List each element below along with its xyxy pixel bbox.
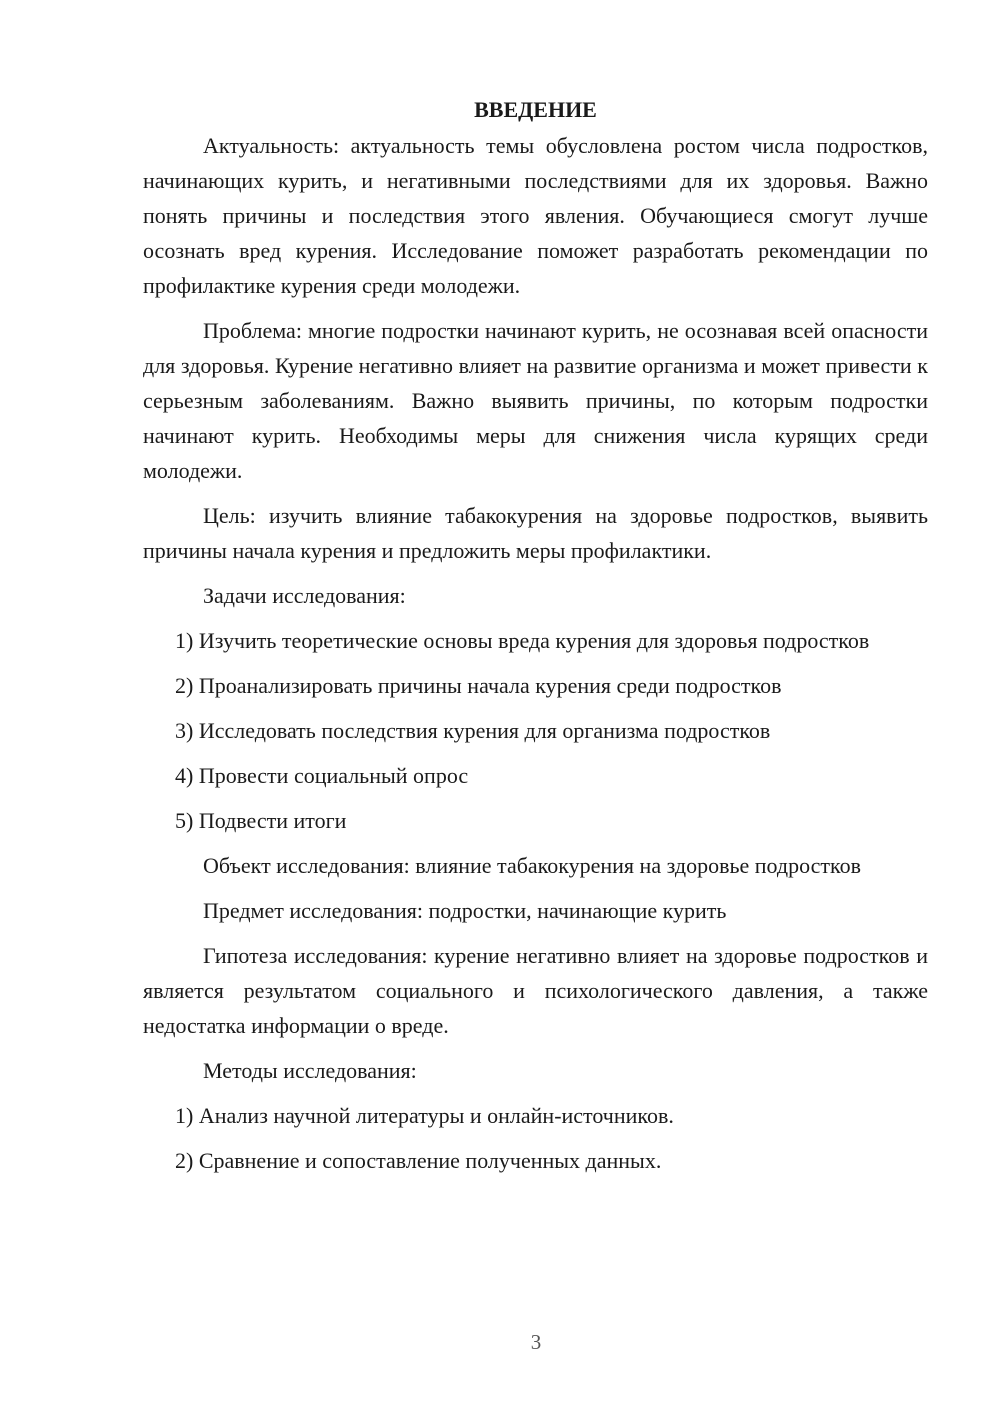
paragraph-object: Объект исследования: влияние табакокурения на здоровье подростков: [203, 853, 861, 878]
task-item-4: 4) Провести социальный опрос: [175, 763, 469, 788]
paragraph-problem: Проблема: многие подростки начинают курить, не осознавая всей опасности для здоровья. Курение негативно влияет на развитие организма и может привести к серьезным заболеваниям. Важно выявить причины, по которым подростки начинают курить. Необходимы меры для снижения числа курящих среди молодежи.: [143, 318, 928, 483]
paragraph-tasks-heading: Задачи исследования:: [203, 583, 406, 608]
document-page: [143, 92, 928, 1188]
task-item-5: 5) Подвести итоги: [175, 808, 347, 833]
task-item-3: 3) Исследовать последствия курения для организма подростков: [175, 718, 771, 743]
page-number: 3: [530, 1330, 542, 1354]
task-item-2: 2) Проанализировать причины начала курения среди подростков: [175, 673, 782, 698]
paragraph-goal: Цель: изучить влияние табакокурения на здоровье подростков, выявить причины начала курения и предложить меры профилактики.: [143, 503, 928, 563]
method-item-1: 1) Анализ научной литературы и онлайн-источников.: [175, 1103, 674, 1128]
task-item-1: 1) Изучить теоретические основы вреда курения для здоровья подростков: [175, 628, 870, 653]
page-title: ВВЕДЕНИЕ: [474, 97, 597, 122]
paragraph-methods-heading: Методы исследования:: [203, 1058, 417, 1083]
paragraph-relevance: Актуальность: актуальность темы обусловлена ростом числа подростков, начинающих курить, и негативными последствиями для их здоровья. Важно понять причины и последствия этого явления. Обучающиеся смогут лучше осознать вред курения. Исследование поможет разработать рекомендации по профилактике курения среди молодежи.: [143, 133, 928, 298]
method-item-2: 2) Сравнение и сопоставление полученных данных.: [175, 1148, 662, 1173]
paragraph-hypothesis: Гипотеза исследования: курение негативно влияет на здоровье подростков и является результатом социального и психологического давления, а также недостатка информации о вреде.: [143, 943, 928, 1038]
paragraph-subject: Предмет исследования: подростки, начинающие курить: [203, 898, 727, 923]
